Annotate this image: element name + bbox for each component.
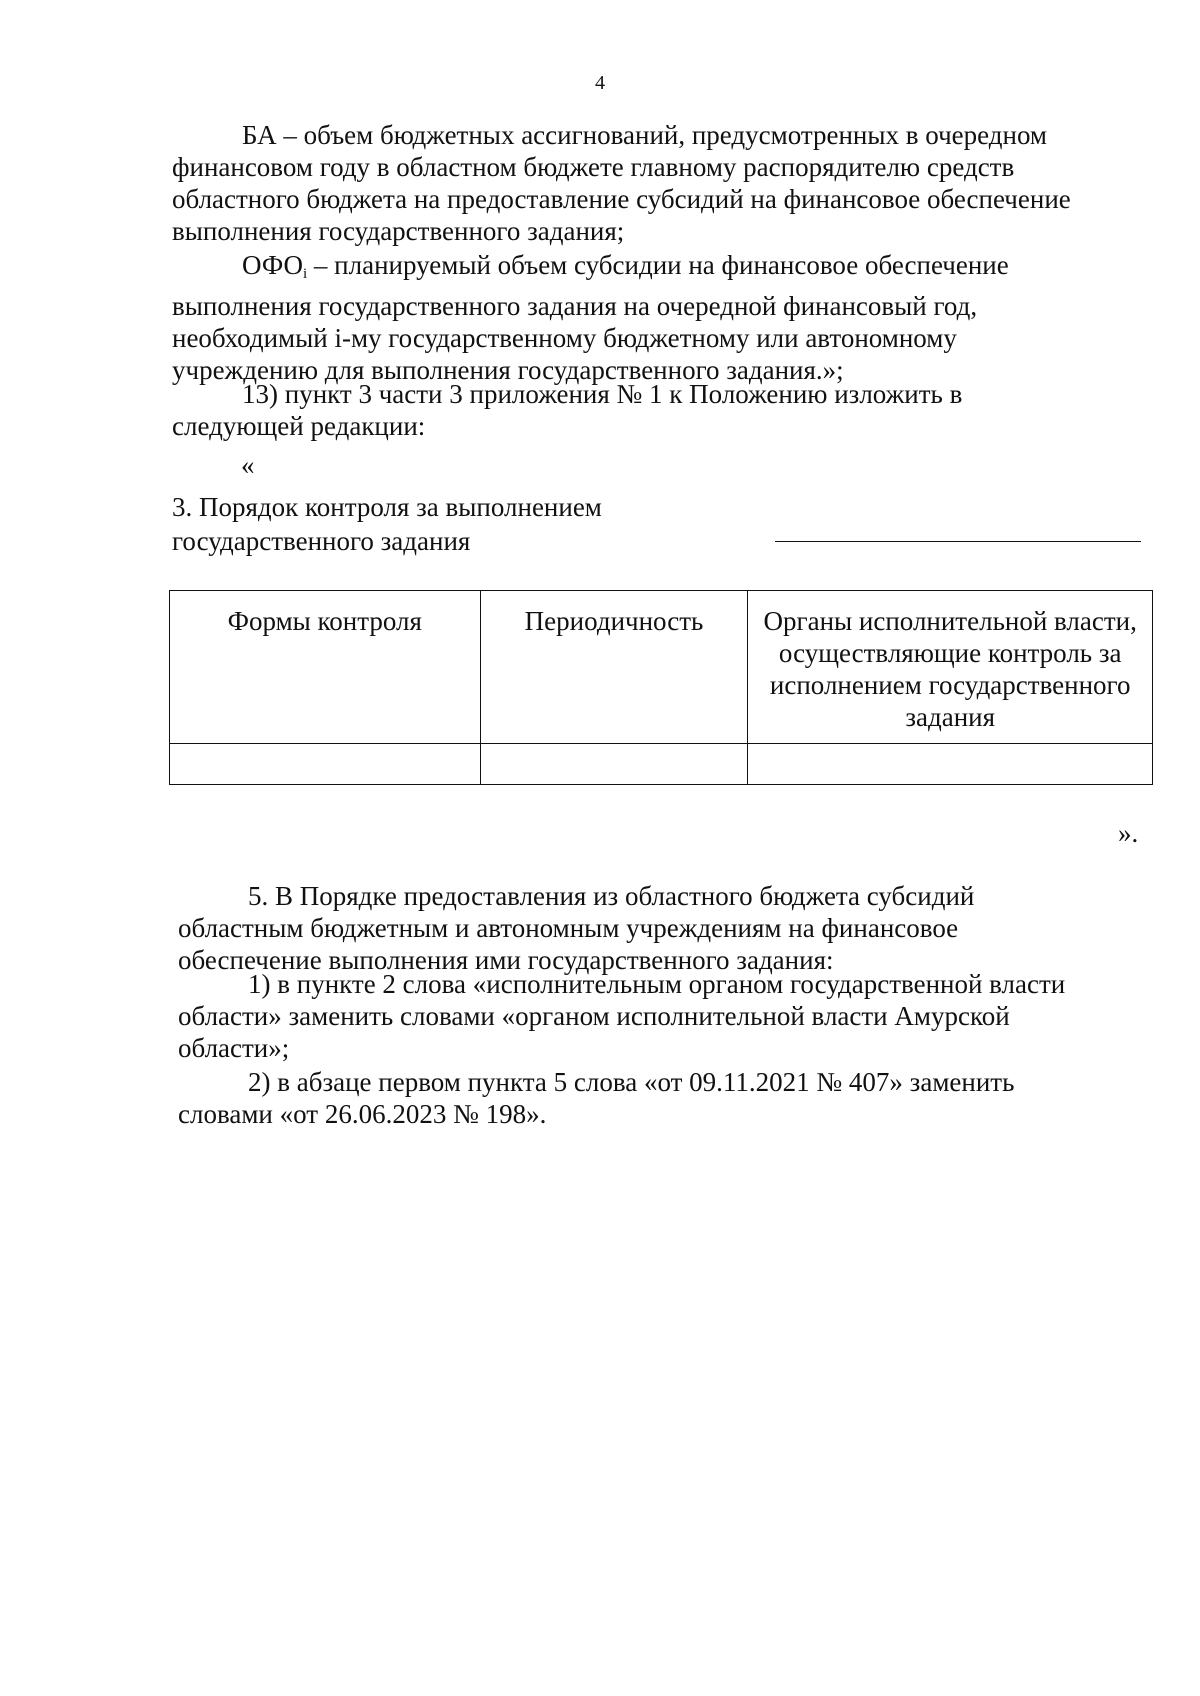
paragraph-line: финансовом году в областном бюджете главному распорядителю средств <box>172 152 1015 182</box>
paragraph-line: следующей редакции: <box>172 411 426 441</box>
paragraph-line: 1) в пункте 2 слова «исполнительным органом государственной власти <box>248 969 1066 999</box>
paragraph-line: 5. В Порядке предоставления из областного бюджета субсидий <box>248 881 975 911</box>
paragraph-line: БА – объем бюджетных ассигнований, предусмотренных в очередном <box>242 120 1048 150</box>
table-cell <box>170 744 481 785</box>
table-cell <box>480 744 748 785</box>
paragraph-5-2 <box>178 1066 1146 1130</box>
section-3-heading <box>172 490 602 558</box>
paragraph-line: 2) в абзаце первом пункта 5 слова «от 09.11.2021 № 407» заменить <box>248 1067 1015 1097</box>
paragraph-line <box>172 249 1142 290</box>
paragraph-line: словами «от 26.06.2023 № 198». <box>178 1099 547 1129</box>
paragraph-13 <box>172 378 1142 442</box>
table-row <box>170 744 1153 785</box>
paragraph-5 <box>178 880 1146 976</box>
blank-underline <box>775 541 1141 542</box>
table-header-cell: Органы исполнительной власти, осуществляющие контроль за исполнением государственного задания <box>748 591 1153 744</box>
paragraph-line: областным бюджетным и автономным учреждениям на финансовое <box>178 913 959 943</box>
paragraph-line: 13) пункт 3 части 3 приложения № 1 к Положению изложить в <box>242 379 963 409</box>
paragraph-line: необходимый i-му государственному бюджетному или автономному <box>172 323 957 353</box>
ofo-definition: – планируемый объем субсидии на финансовое обеспечение <box>307 250 1009 280</box>
control-table <box>169 590 1153 785</box>
paragraph-line: обеспечение выполнения ими государственного задания: <box>178 945 834 975</box>
page-number: 4 <box>595 72 605 94</box>
paragraph-line: области»; <box>178 1033 290 1063</box>
paragraph-line: выполнения государственного задания; <box>172 216 625 246</box>
paragraph-line: областного бюджета на предоставление субсидий на финансовое обеспечение <box>172 184 1071 214</box>
ofo-subscript: i <box>303 266 308 282</box>
paragraph-line: учреждению для выполнения государственного задания.»; <box>172 355 844 385</box>
section-3-heading-line: государственного задания <box>172 526 471 556</box>
section-3-heading-line: 3. Порядок контроля за выполнением <box>172 492 602 522</box>
ofo-term: ОФО <box>242 250 303 280</box>
paragraph-line: области» заменить словами «органом исполнительной власти Амурской <box>178 1001 1010 1031</box>
table-cell <box>748 744 1153 785</box>
table-header-row <box>170 591 1153 744</box>
paragraph-ofo <box>172 249 1142 386</box>
paragraph-5-1 <box>178 968 1146 1064</box>
table-header-cell: Формы контроля <box>170 591 481 744</box>
closing-quote: ». <box>1118 818 1139 848</box>
table-header-cell: Периодичность <box>480 591 748 744</box>
paragraph-line: выполнения государственного задания на очередной финансовый год, <box>172 291 978 321</box>
opening-quote: « <box>241 450 255 480</box>
paragraph-ba <box>172 119 1142 247</box>
